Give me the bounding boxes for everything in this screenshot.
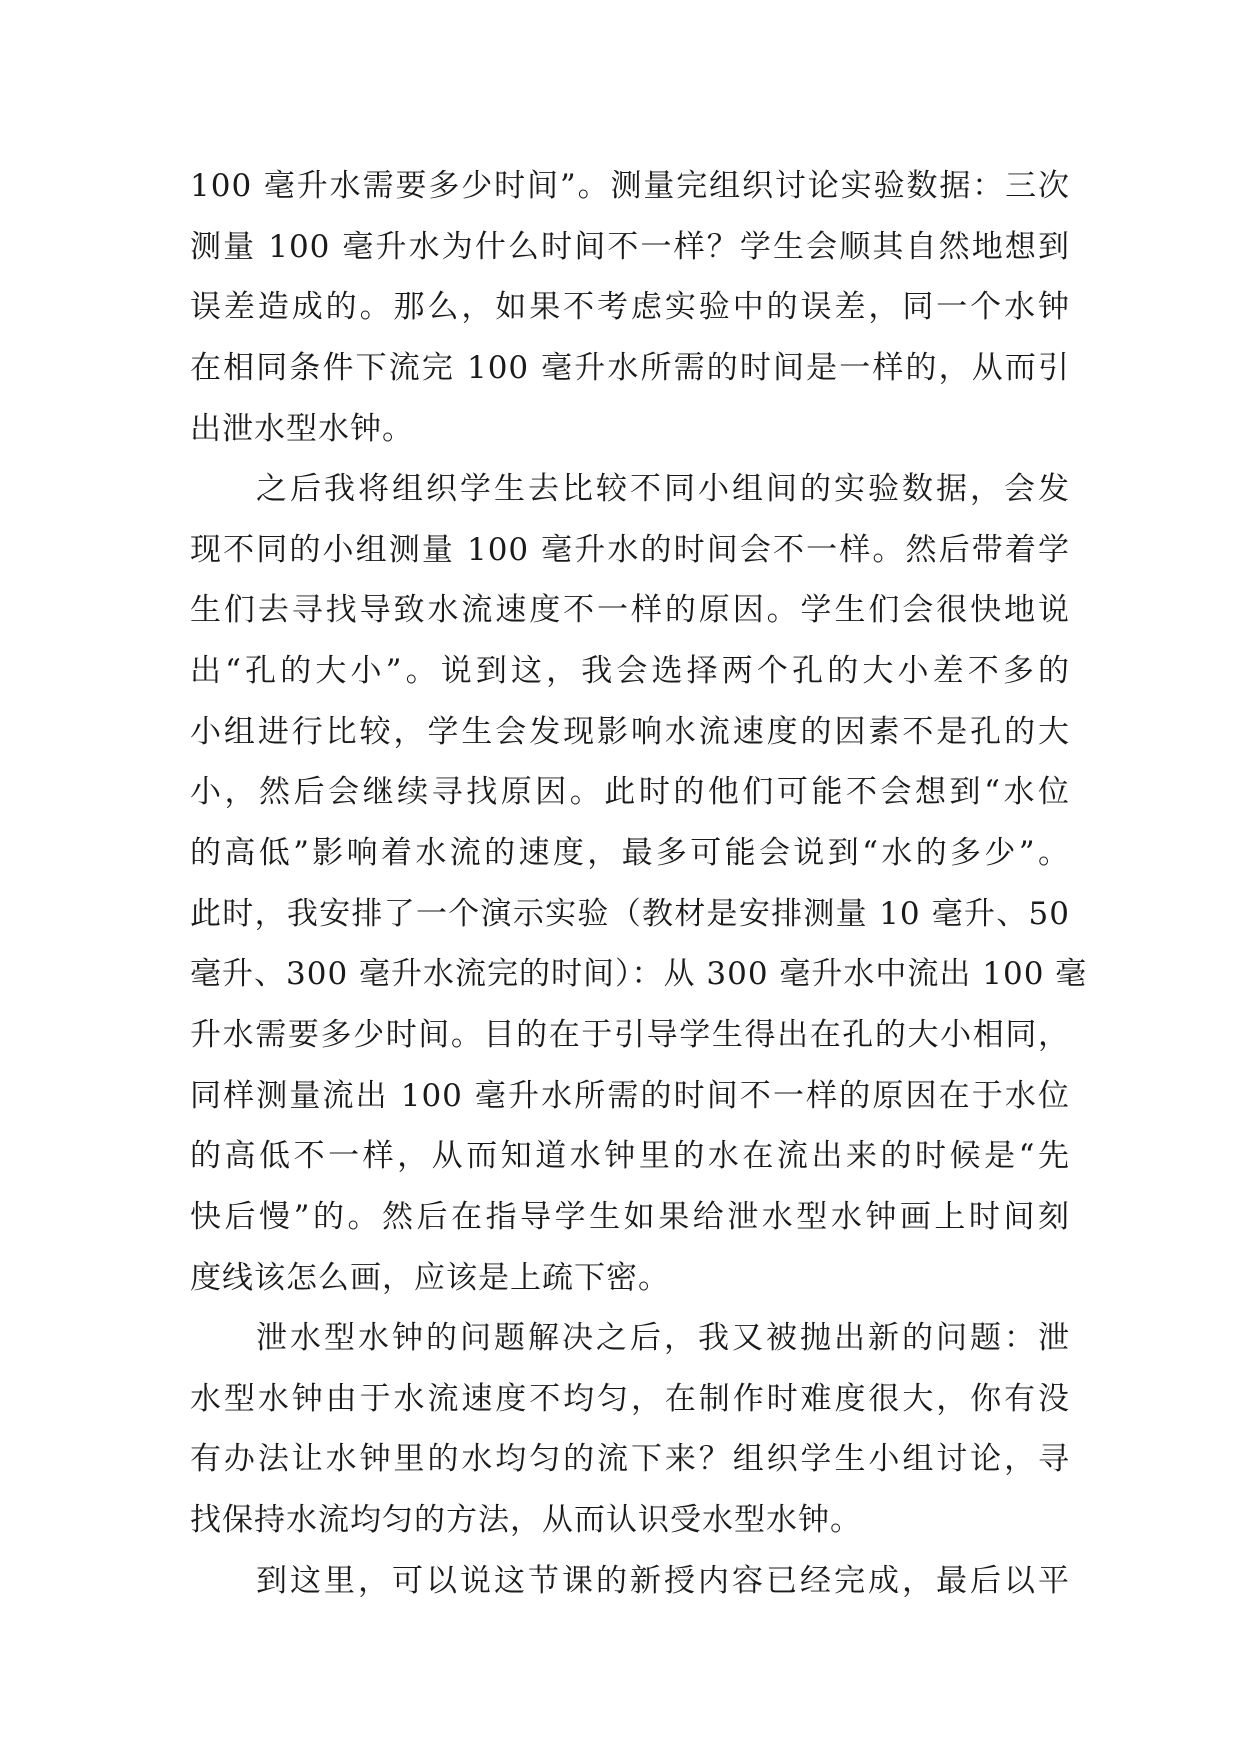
text-line: 度线该怎么画，应该是上疏下密。 xyxy=(190,1259,670,1296)
text-line: 100 毫升水需要多少时间”。测量完组织讨论实验数据：三次 xyxy=(190,168,1070,204)
text-line: 水型水钟由于水流速度不均匀，在制作时难度很大，你有没 xyxy=(190,1380,1070,1417)
text-line: 小组进行比较，学生会发现影响水流速度的因素不是孔的大 xyxy=(190,713,1070,750)
text-line: 之后我将组织学生去比较不同小组间的实验数据，会发 xyxy=(256,471,1070,508)
text-line: 到这里，可以说这节课的新授内容已经完成，最后以平 xyxy=(256,1562,1070,1599)
text-line: 测量 100 毫升水为什么时间不一样？学生会顺其自然地想到 xyxy=(190,228,1070,265)
text-line: 小，然后会继续寻找原因。此时的他们可能不会想到“水位 xyxy=(190,774,1070,811)
text-line: 现不同的小组测量 100 毫升水的时间会不一样。然后带着学 xyxy=(190,531,1070,568)
text-line: 毫升、300 毫升水流完的时间）：从 300 毫升水中流出 100 毫 xyxy=(190,956,1088,993)
text-line: 误差造成的。那么，如果不考虑实验中的误差，同一个水钟 xyxy=(190,289,1070,326)
text-line: 此时，我安排了一个演示实验（教材是安排测量 10 毫升、50 xyxy=(190,895,1070,932)
text-line: 的高低不一样，从而知道水钟里的水在流出来的时候是“先 xyxy=(190,1138,1070,1175)
text-line: 的高低”影响着水流的速度，最多可能会说到“水的多少”。 xyxy=(190,835,1070,872)
text-line: 泄水型水钟的问题解决之后，我又被抛出新的问题：泄 xyxy=(256,1320,1070,1357)
text-line: 出“孔的大小”。说到这，我会选择两个孔的大小差不多的 xyxy=(190,653,1070,690)
text-line: 生们去寻找导致水流速度不一样的原因。学生们会很快地说 xyxy=(190,592,1070,629)
text-line: 找保持水流均匀的方法，从而认识受水型水钟。 xyxy=(190,1502,862,1539)
text-line: 同样测量流出 100 毫升水所需的时间不一样的原因在于水位 xyxy=(190,1077,1070,1114)
body-text xyxy=(190,156,1088,1611)
text-line: 在相同条件下流完 100 毫升水所需的时间是一样的，从而引 xyxy=(190,349,1070,386)
text-line: 出泄水型水钟。 xyxy=(190,410,414,447)
text-line: 升水需要多少时间。目的在于引导学生得出在孔的大小相同， xyxy=(190,1016,1070,1053)
text-line: 快后慢”的。然后在指导学生如果给泄水型水钟画上时间刻 xyxy=(190,1198,1070,1235)
text-line: 有办法让水钟里的水均匀的流下来？组织学生小组讨论，寻 xyxy=(190,1441,1070,1478)
